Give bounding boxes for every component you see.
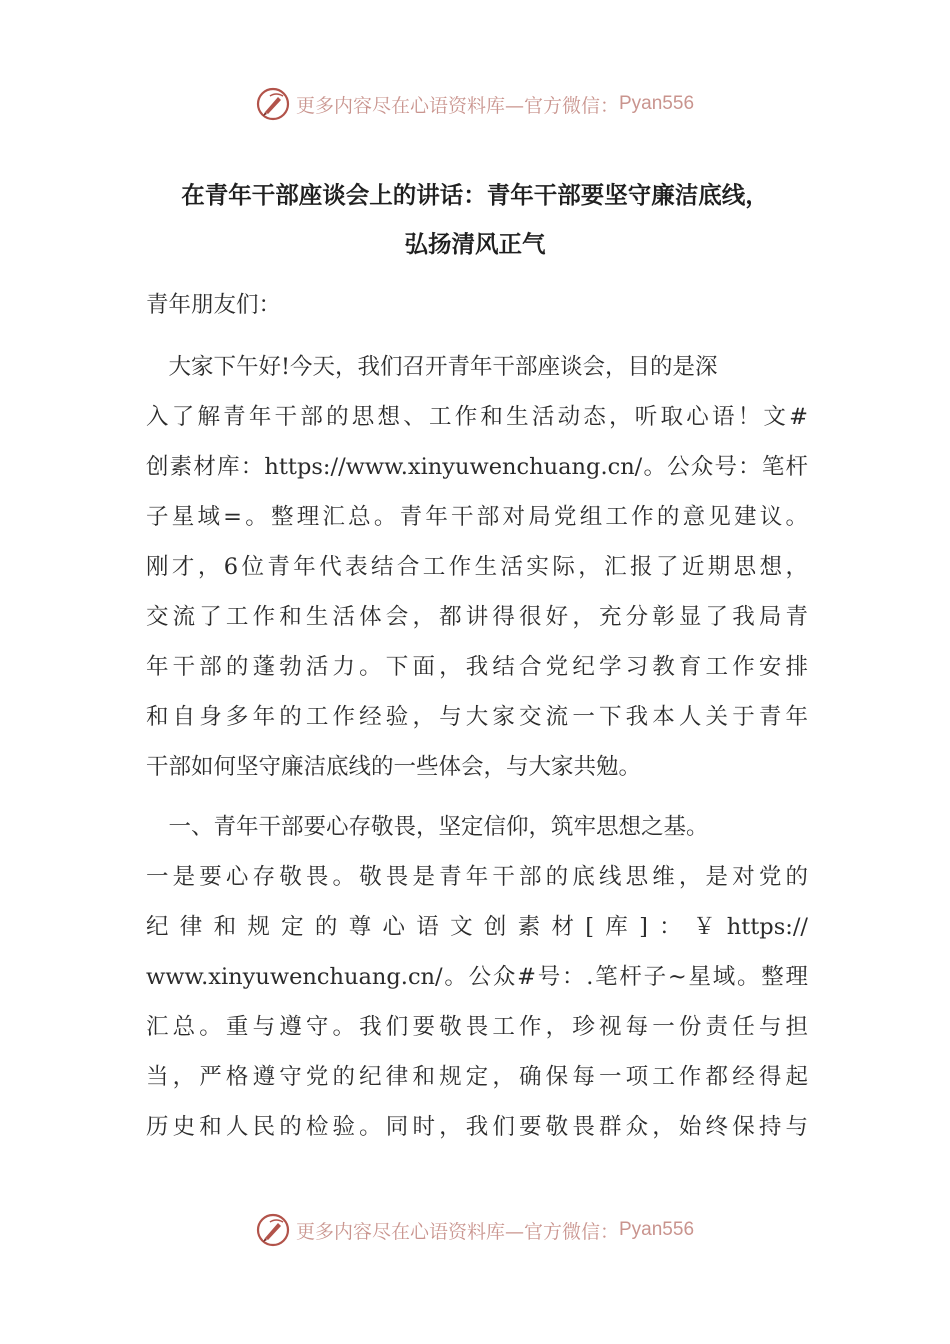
paragraph-1-line: 刚才，6位青年代表结合工作生活实际，汇报了近期思想， bbox=[146, 554, 808, 580]
paragraph-2-line: 汇总。重与遵守。我们要敬畏工作，珍视每一份责任与担 bbox=[146, 1014, 808, 1040]
paragraph-1-line: 交流了工作和生活体会，都讲得很好，充分彰显了我局青 bbox=[146, 604, 808, 630]
pen-logo-icon bbox=[256, 1213, 290, 1247]
paragraph-2-line: 纪律和规定的尊心语文创素材[库]：￥https:// bbox=[146, 914, 808, 940]
paragraph-1-line: 入了解青年干部的思想、工作和生活动态，听取心语！文# bbox=[146, 404, 808, 430]
salutation: 青年朋友们： bbox=[146, 292, 282, 318]
pen-logo-icon bbox=[256, 87, 290, 121]
paragraph-1-line: 和自身多年的工作经验，与大家交流一下我本人关于青年 bbox=[146, 704, 808, 730]
paragraph-2-line: 历史和人民的检验。同时，我们要敬畏群众，始终保持与 bbox=[146, 1114, 808, 1140]
watermark-wechat-id: Pyan556 bbox=[619, 93, 695, 114]
paragraph-1-line: 大家下午好!今天，我们召开青年干部座谈会，目的是深 bbox=[146, 354, 718, 380]
document-title-line-1: 在青年干部座谈会上的讲话：青年干部要坚守廉洁底线， bbox=[181, 181, 769, 209]
paragraph-2-line: 一是要心存敬畏。敬畏是青年干部的底线思维，是对党的 bbox=[146, 864, 808, 890]
document-title-line-2: 弘扬清风正气 bbox=[404, 230, 546, 258]
paragraph-1-line: 子星域=。整理汇总。青年干部对局党组工作的意见建议。 bbox=[146, 504, 808, 530]
watermark-wechat-id: Pyan556 bbox=[619, 1219, 695, 1240]
watermark-text: 更多内容尽在心语资料库—官方微信： bbox=[295, 94, 619, 117]
paragraph-1-line: 干部如何坚守廉洁底线的一些体会，与大家共勉。 bbox=[146, 754, 642, 780]
watermark-text: 更多内容尽在心语资料库—官方微信： bbox=[295, 1220, 619, 1243]
paragraph-1-line: 年干部的蓬勃活力。下面，我结合党纪学习教育工作安排 bbox=[146, 654, 808, 680]
paragraph-2-line: 一、青年干部要心存敬畏，坚定信仰，筑牢思想之基。 bbox=[146, 814, 709, 840]
header-watermark bbox=[0, 84, 950, 124]
paragraph-1-line: 创素材库：https://www.xinyuwenchuang.cn/。公众号：笔杆 bbox=[146, 454, 808, 480]
paragraph-2-line: 当，严格遵守党的纪律和规定，确保每一项工作都经得起 bbox=[146, 1064, 808, 1090]
footer-watermark bbox=[0, 1210, 950, 1250]
paragraph-2-line: www.xinyuwenchuang.cn/。公众#号：.笔杆子~星域。整理 bbox=[146, 964, 808, 990]
